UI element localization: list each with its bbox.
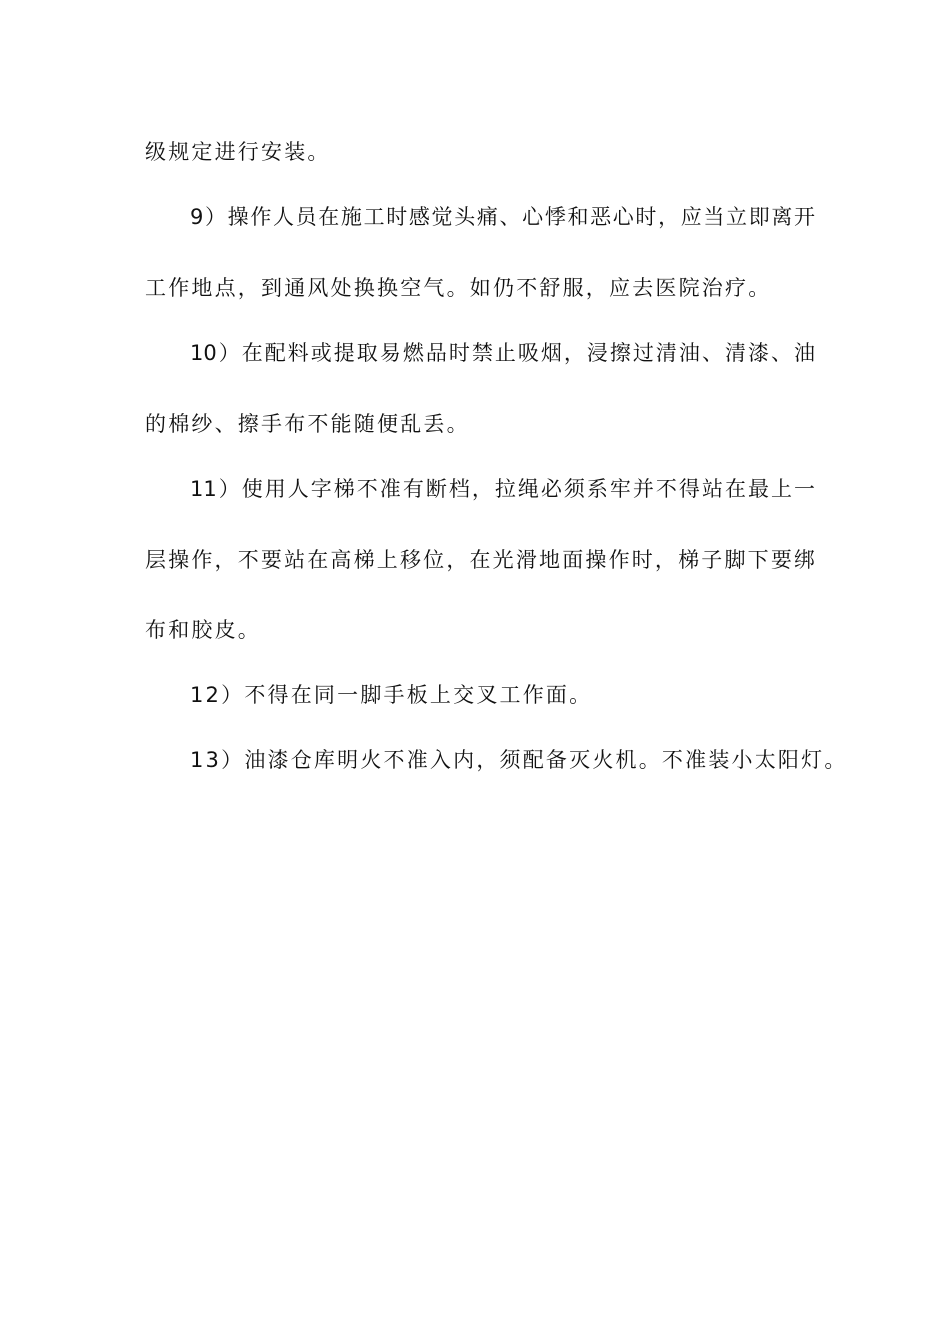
text-line-item-13: 13）油漆仓库明火不准入内，须配备灭火机。不准装小太阳灯。 <box>190 748 848 772</box>
text-line-item-9: 9）操作人员在施工时感觉头痛、心悸和恶心时，应当立即离开 <box>190 205 815 229</box>
text-line-item-9-cont: 工作地点，到通风处换换空气。如仍不舒服，应去医院治疗。 <box>145 276 772 300</box>
text-line-continuation: 级规定进行安装。 <box>145 140 331 164</box>
text-line-item-12: 12）不得在同一脚手板上交叉工作面。 <box>190 683 593 707</box>
text-line-item-10: 10）在配料或提取易燃品时禁止吸烟，浸擦过清油、清漆、油 <box>190 341 815 365</box>
text-line-item-10-cont: 的棉纱、擦手布不能随便乱丢。 <box>145 412 470 436</box>
text-line-item-11: 11）使用人字梯不准有断档，拉绳必须系牢并不得站在最上一 <box>190 477 815 501</box>
text-line-item-11-cont: 层操作，不要站在高梯上移位，在光滑地面操作时，梯子脚下要绑 <box>145 548 815 572</box>
text-line-item-11-cont-2: 布和胶皮。 <box>145 618 261 642</box>
